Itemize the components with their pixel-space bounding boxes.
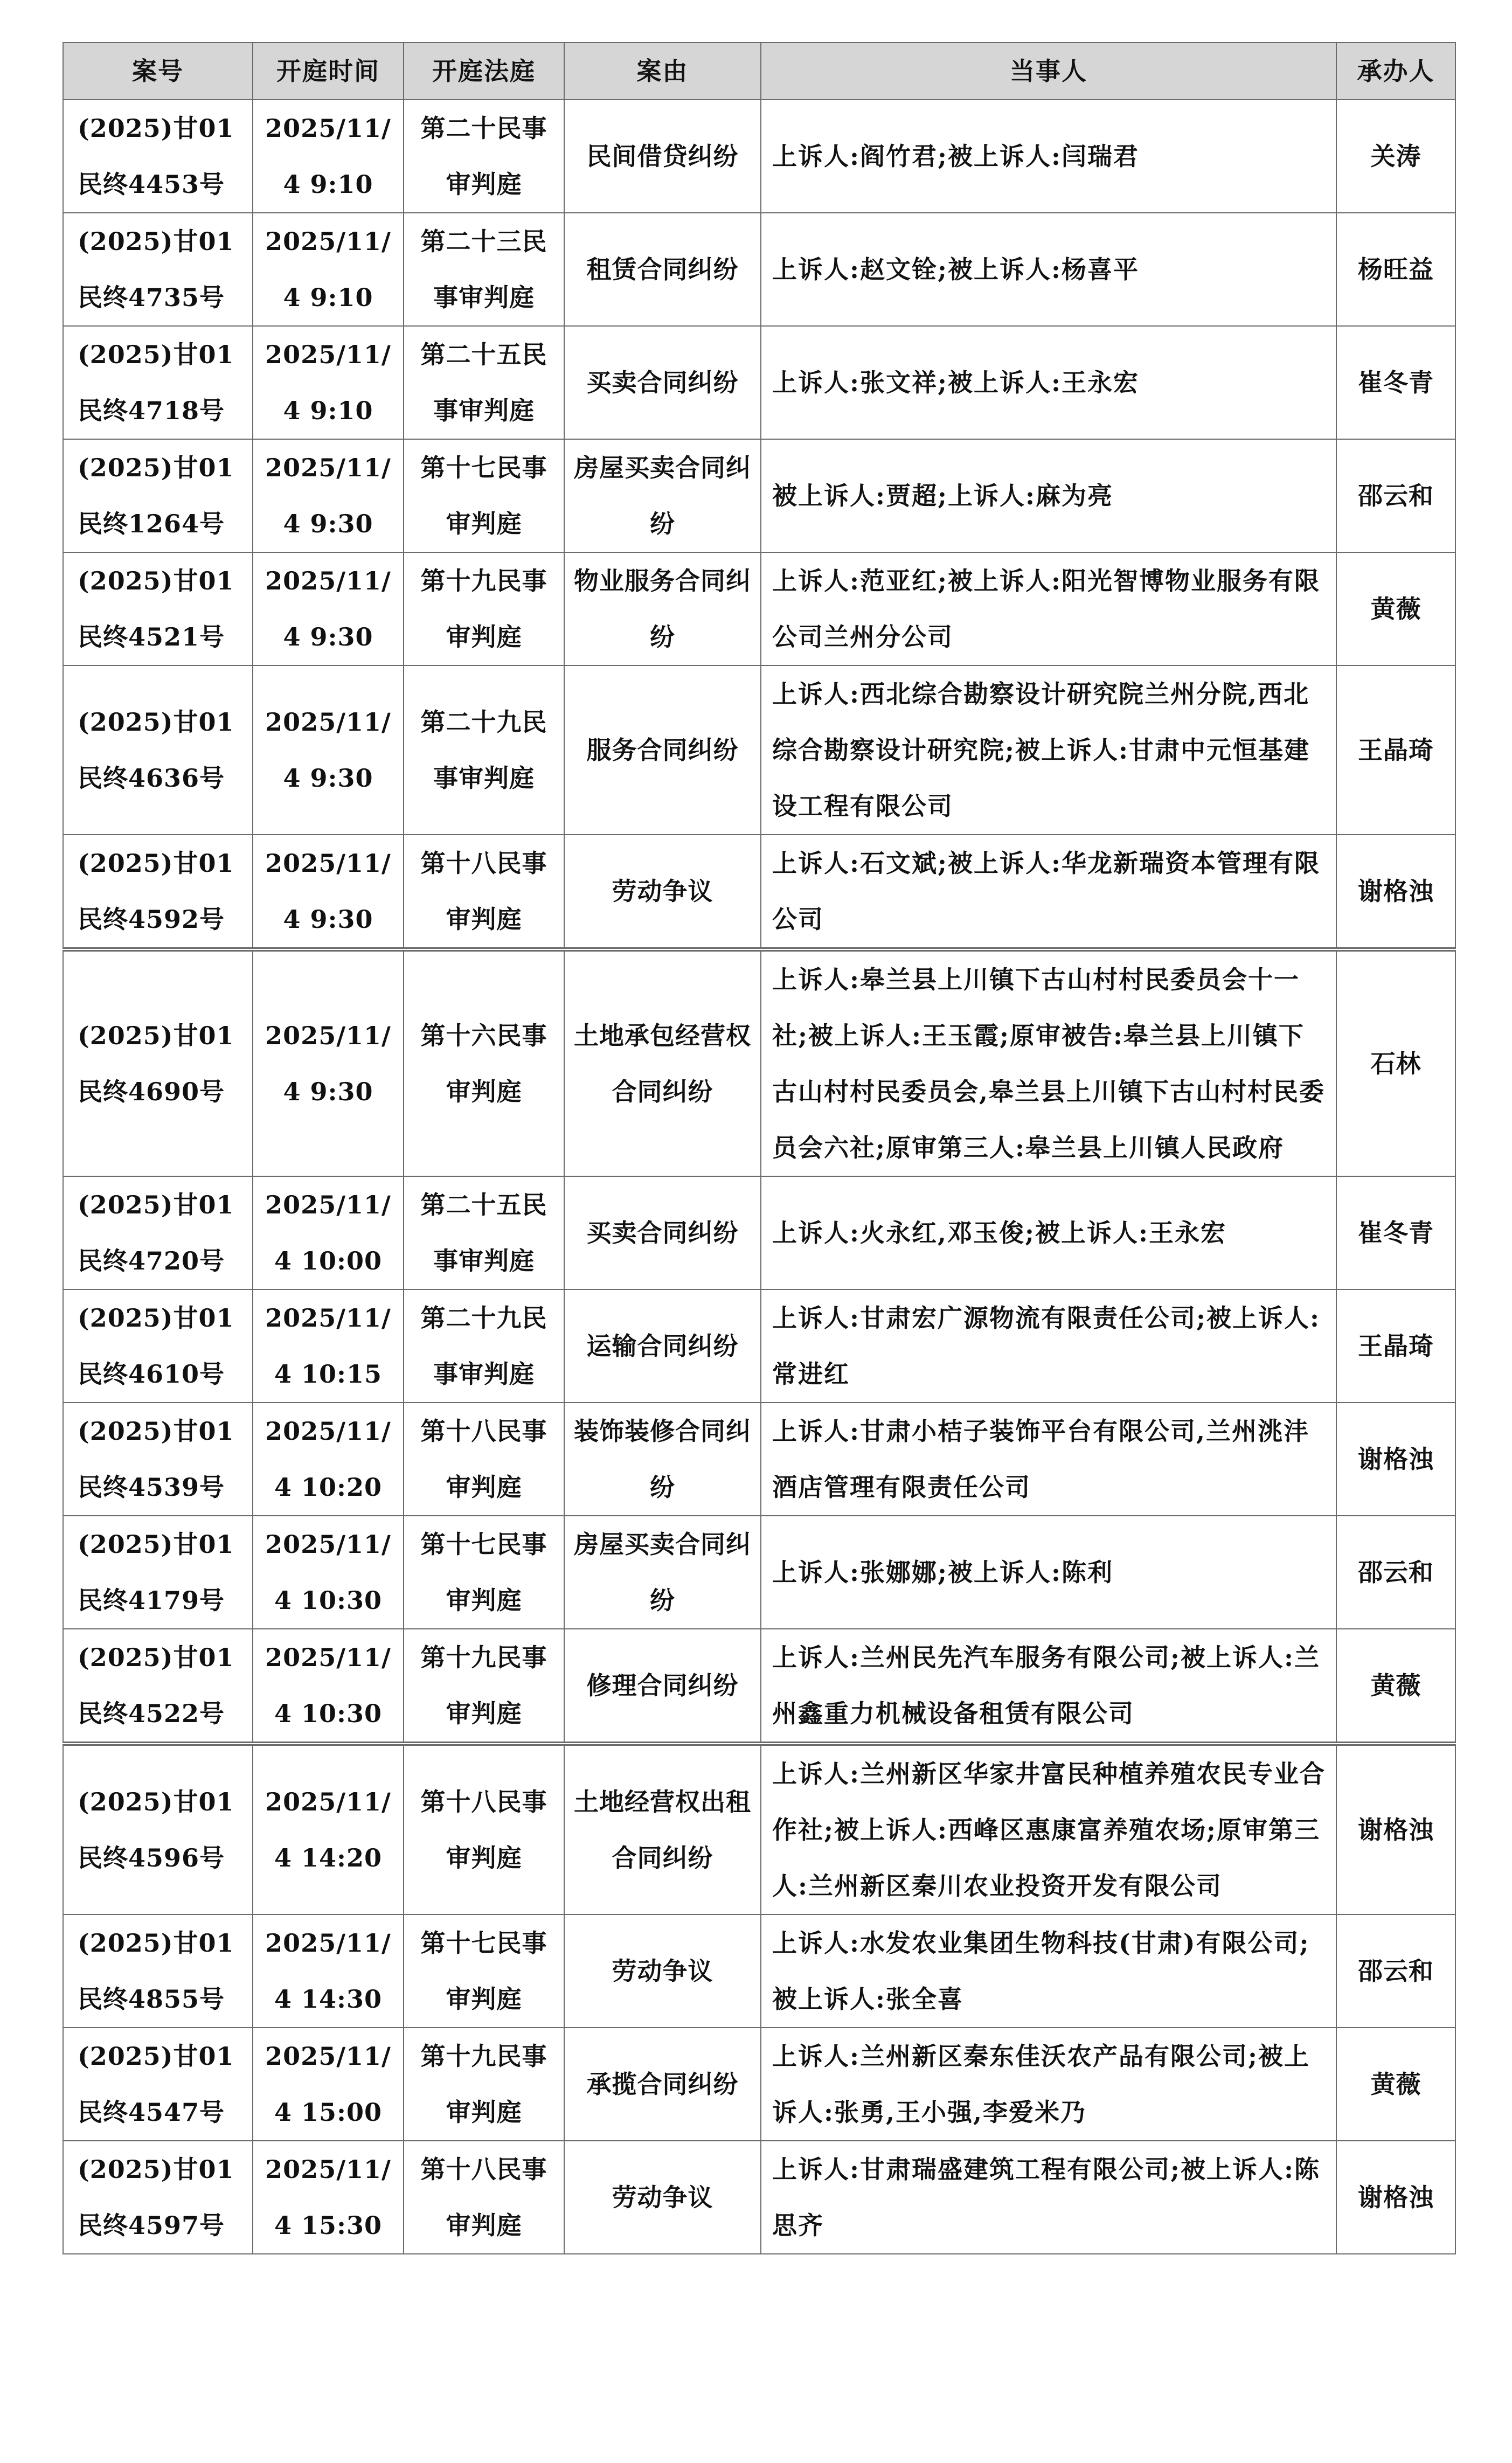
judge-cell: 黄薇	[1336, 2028, 1455, 2141]
hearing-time-cell: 2025/11/4 9:30	[253, 949, 404, 1176]
cause-cell: 装饰装修合同纠纷	[564, 1403, 761, 1516]
table-row	[63, 665, 1455, 835]
parties-cell: 上诉人:张娜娜;被上诉人:陈利	[761, 1516, 1336, 1629]
courtroom-cell: 第二十民事审判庭	[404, 100, 564, 213]
courtroom-cell: 第十八民事审判庭	[404, 1744, 564, 1914]
case-number-cell: (2025)甘01民终4547号	[63, 2028, 253, 2141]
parties-cell: 上诉人:石文斌;被上诉人:华龙新瑞资本管理有限公司	[761, 835, 1336, 949]
hearing-schedule-table	[63, 42, 1456, 2254]
courtroom-cell: 第十六民事审判庭	[404, 949, 564, 1176]
header-row	[63, 43, 1455, 100]
courtroom-cell: 第二十九民事审判庭	[404, 665, 564, 835]
table-row	[63, 552, 1455, 665]
hearing-time-cell: 2025/11/4 10:30	[253, 1629, 404, 1744]
case-number-cell: (2025)甘01民终4636号	[63, 665, 253, 835]
header-parties: 当事人	[761, 43, 1336, 100]
cause-cell: 修理合同纠纷	[564, 1629, 761, 1744]
cause-cell: 服务合同纠纷	[564, 665, 761, 835]
courtroom-cell: 第十八民事审判庭	[404, 2141, 564, 2254]
table-row	[63, 835, 1455, 949]
judge-cell: 石林	[1336, 949, 1455, 1176]
case-number-cell: (2025)甘01民终4718号	[63, 326, 253, 439]
courtroom-cell: 第十九民事审判庭	[404, 2028, 564, 2141]
cause-cell: 物业服务合同纠纷	[564, 552, 761, 665]
table-row	[63, 2028, 1455, 2141]
table-row	[63, 1914, 1455, 2028]
judge-cell: 谢格浊	[1336, 2141, 1455, 2254]
parties-cell: 被上诉人:贾超;上诉人:麻为亮	[761, 439, 1336, 552]
parties-cell: 上诉人:兰州新区华家井富民种植养殖农民专业合作社;被上诉人:西峰区惠康富养殖农场;原审第三人:兰州新区秦川农业投资开发有限公司	[761, 1744, 1336, 1914]
header-case-no: 案号	[63, 43, 253, 100]
parties-cell: 上诉人:水发农业集团生物科技(甘肃)有限公司;被上诉人:张全喜	[761, 1914, 1336, 2028]
table-row	[63, 1289, 1455, 1403]
hearing-time-cell: 2025/11/4 10:15	[253, 1289, 404, 1403]
parties-cell: 上诉人:皋兰县上川镇下古山村村民委员会十一社;被上诉人:王玉霞;原审被告:皋兰县上川镇下古山村村民委员会,皋兰县上川镇下古山村村民委员会六社;原审第三人:皋兰县上川镇人民政府	[761, 949, 1336, 1176]
cause-cell: 房屋买卖合同纠纷	[564, 439, 761, 552]
courtroom-cell: 第二十五民事审判庭	[404, 326, 564, 439]
parties-cell: 上诉人:西北综合勘察设计研究院兰州分院,西北综合勘察设计研究院;被上诉人:甘肃中元恒基建设工程有限公司	[761, 665, 1336, 835]
case-number-cell: (2025)甘01民终4592号	[63, 835, 253, 949]
case-number-cell: (2025)甘01民终4539号	[63, 1403, 253, 1516]
cause-cell: 运输合同纠纷	[564, 1289, 761, 1403]
case-number-cell: (2025)甘01民终4735号	[63, 213, 253, 326]
judge-cell: 谢格浊	[1336, 835, 1455, 949]
judge-cell: 崔冬青	[1336, 1176, 1455, 1289]
parties-cell: 上诉人:甘肃瑞盛建筑工程有限公司;被上诉人:陈思齐	[761, 2141, 1336, 2254]
parties-cell: 上诉人:火永红,邓玉俊;被上诉人:王永宏	[761, 1176, 1336, 1289]
parties-cell: 上诉人:兰州民先汽车服务有限公司;被上诉人:兰州鑫重力机械设备租赁有限公司	[761, 1629, 1336, 1744]
parties-cell: 上诉人:兰州新区秦东佳沃农产品有限公司;被上诉人:张勇,王小强,李爱米乃	[761, 2028, 1336, 2141]
parties-cell: 上诉人:张文祥;被上诉人:王永宏	[761, 326, 1336, 439]
hearing-time-cell: 2025/11/4 15:00	[253, 2028, 404, 2141]
judge-cell: 谢格浊	[1336, 1744, 1455, 1914]
case-number-cell: (2025)甘01民终4690号	[63, 949, 253, 1176]
courtroom-cell: 第十七民事审判庭	[404, 1516, 564, 1629]
hearing-time-cell: 2025/11/4 9:30	[253, 439, 404, 552]
parties-cell: 上诉人:范亚红;被上诉人:阳光智博物业服务有限公司兰州分公司	[761, 552, 1336, 665]
table-row	[63, 213, 1455, 326]
courtroom-cell: 第十八民事审判庭	[404, 1403, 564, 1516]
parties-cell: 上诉人:甘肃宏广源物流有限责任公司;被上诉人:常进红	[761, 1289, 1336, 1403]
courtroom-cell: 第十八民事审判庭	[404, 835, 564, 949]
header-cause: 案由	[564, 43, 761, 100]
judge-cell: 王晶琦	[1336, 665, 1455, 835]
judge-cell: 黄薇	[1336, 1629, 1455, 1744]
hearing-time-cell: 2025/11/4 10:20	[253, 1403, 404, 1516]
courtroom-cell: 第二十九民事审判庭	[404, 1289, 564, 1403]
table-row	[63, 1176, 1455, 1289]
judge-cell: 崔冬青	[1336, 326, 1455, 439]
table-row	[63, 1744, 1455, 1914]
judge-cell: 关涛	[1336, 100, 1455, 213]
hearing-time-cell: 2025/11/4 14:30	[253, 1914, 404, 2028]
judge-cell: 谢格浊	[1336, 1403, 1455, 1516]
table-row	[63, 1516, 1455, 1629]
cause-cell: 买卖合同纠纷	[564, 326, 761, 439]
courtroom-cell: 第十七民事审判庭	[404, 439, 564, 552]
case-number-cell: (2025)甘01民终4179号	[63, 1516, 253, 1629]
courtroom-cell: 第十九民事审判庭	[404, 552, 564, 665]
table-row	[63, 949, 1455, 1176]
parties-cell: 上诉人:赵文铨;被上诉人:杨喜平	[761, 213, 1336, 326]
cause-cell: 劳动争议	[564, 835, 761, 949]
cause-cell: 租赁合同纠纷	[564, 213, 761, 326]
judge-cell: 邵云和	[1336, 439, 1455, 552]
hearing-time-cell: 2025/11/4 15:30	[253, 2141, 404, 2254]
header-judge: 承办人	[1336, 43, 1455, 100]
case-number-cell: (2025)甘01民终1264号	[63, 439, 253, 552]
case-number-cell: (2025)甘01民终4597号	[63, 2141, 253, 2254]
case-number-cell: (2025)甘01民终4521号	[63, 552, 253, 665]
hearing-time-cell: 2025/11/4 10:00	[253, 1176, 404, 1289]
judge-cell: 王晶琦	[1336, 1289, 1455, 1403]
cause-cell: 房屋买卖合同纠纷	[564, 1516, 761, 1629]
courtroom-cell: 第十九民事审判庭	[404, 1629, 564, 1744]
case-number-cell: (2025)甘01民终4522号	[63, 1629, 253, 1744]
courtroom-cell: 第十七民事审判庭	[404, 1914, 564, 2028]
hearing-time-cell: 2025/11/4 9:10	[253, 326, 404, 439]
table-row	[63, 2141, 1455, 2254]
cause-cell: 土地经营权出租合同纠纷	[564, 1744, 761, 1914]
cause-cell: 劳动争议	[564, 2141, 761, 2254]
judge-cell: 杨旺益	[1336, 213, 1455, 326]
case-number-cell: (2025)甘01民终4855号	[63, 1914, 253, 2028]
header-hearing-time: 开庭时间	[253, 43, 404, 100]
courtroom-cell: 第二十三民事审判庭	[404, 213, 564, 326]
courtroom-cell: 第二十五民事审判庭	[404, 1176, 564, 1289]
judge-cell: 邵云和	[1336, 1914, 1455, 2028]
hearing-time-cell: 2025/11/4 9:30	[253, 552, 404, 665]
parties-cell: 上诉人:甘肃小桔子装饰平台有限公司,兰州洮沣酒店管理有限责任公司	[761, 1403, 1336, 1516]
judge-cell: 黄薇	[1336, 552, 1455, 665]
case-number-cell: (2025)甘01民终4596号	[63, 1744, 253, 1914]
table-row	[63, 439, 1455, 552]
hearing-time-cell: 2025/11/4 10:30	[253, 1516, 404, 1629]
table-row	[63, 326, 1455, 439]
cause-cell: 民间借贷纠纷	[564, 100, 761, 213]
judge-cell: 邵云和	[1336, 1516, 1455, 1629]
cause-cell: 土地承包经营权合同纠纷	[564, 949, 761, 1176]
case-number-cell: (2025)甘01民终4610号	[63, 1289, 253, 1403]
cause-cell: 劳动争议	[564, 1914, 761, 2028]
case-number-cell: (2025)甘01民终4720号	[63, 1176, 253, 1289]
cause-cell: 买卖合同纠纷	[564, 1176, 761, 1289]
case-number-cell: (2025)甘01民终4453号	[63, 100, 253, 213]
cause-cell: 承揽合同纠纷	[564, 2028, 761, 2141]
hearing-time-cell: 2025/11/4 9:30	[253, 835, 404, 949]
table-row	[63, 1629, 1455, 1744]
parties-cell: 上诉人:阎竹君;被上诉人:闫瑞君	[761, 100, 1336, 213]
hearing-time-cell: 2025/11/4 9:10	[253, 100, 404, 213]
table-body	[63, 100, 1455, 2254]
hearing-time-cell: 2025/11/4 14:20	[253, 1744, 404, 1914]
table-row	[63, 1403, 1455, 1516]
hearing-time-cell: 2025/11/4 9:10	[253, 213, 404, 326]
hearing-time-cell: 2025/11/4 9:30	[253, 665, 404, 835]
table-row	[63, 100, 1455, 213]
header-courtroom: 开庭法庭	[404, 43, 564, 100]
